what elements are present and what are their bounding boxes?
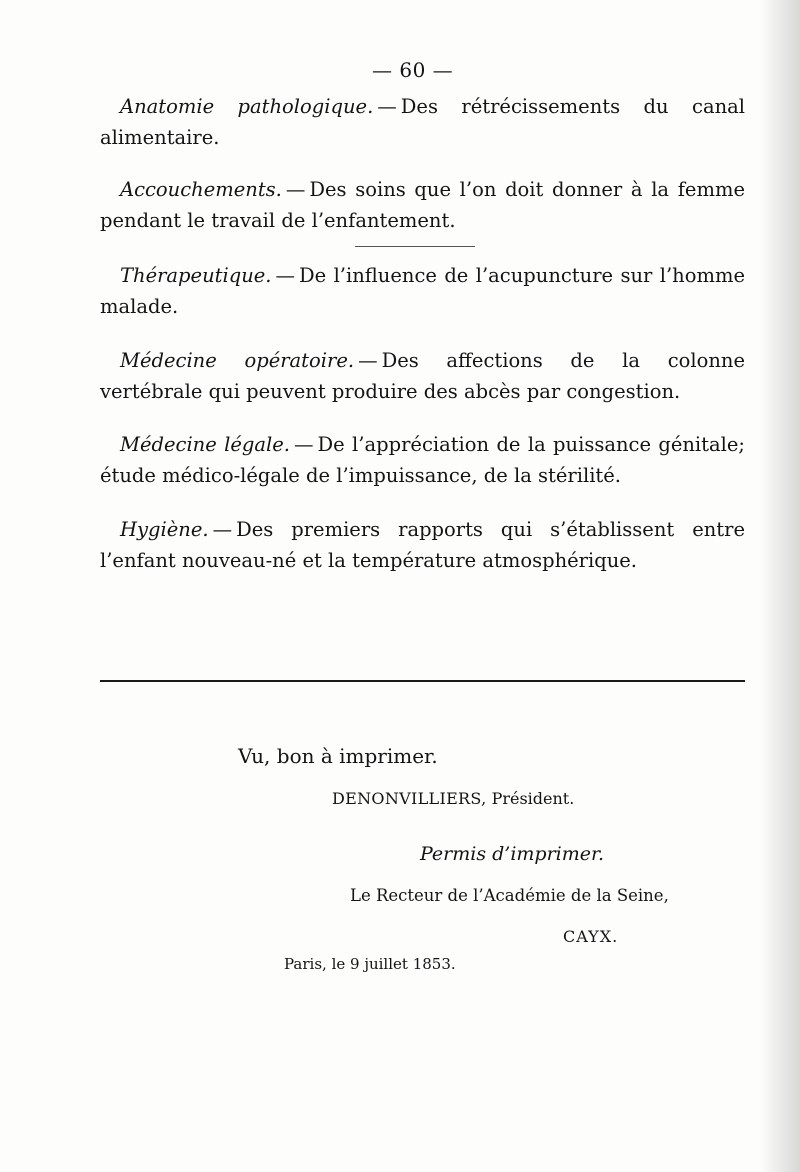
president-title: Président. xyxy=(491,789,575,808)
question-dash: — xyxy=(275,264,295,287)
question-dash: — xyxy=(377,95,397,118)
approval-recteur: Le Recteur de l’Académie de la Seine, xyxy=(350,886,669,905)
section-divider-rule xyxy=(100,680,745,682)
approval-date: Paris, le 9 juillet 1853. xyxy=(284,955,456,973)
question-text: De l’influence de l’acupuncture sur l’homme malade. xyxy=(100,264,745,318)
question-text: Des soins que l’on doit donner à la femme pendant le travail de l’enfantement. xyxy=(100,178,745,232)
question-rubric: Anatomie pathologique. xyxy=(120,95,374,118)
approval-vu: Vu, bon à imprimer. xyxy=(238,744,438,768)
recteur-name: CAYX. xyxy=(563,927,619,946)
question-rubric: Médecine opératoire. xyxy=(120,349,355,372)
question-rubric: Hygiène. xyxy=(120,518,209,541)
question-anatomie-pathologique xyxy=(100,91,745,153)
question-therapeutique xyxy=(100,260,745,322)
question-medecine-legale xyxy=(100,429,745,491)
question-accouchements xyxy=(100,174,745,236)
president-name: DENONVILLIERS, xyxy=(332,789,487,808)
small-divider-rule xyxy=(355,246,475,247)
approval-permis: Permis d’imprimer. xyxy=(420,843,605,865)
question-dash: — xyxy=(358,349,378,372)
page-edge-shadow xyxy=(760,0,800,1172)
question-rubric: Thérapeutique. xyxy=(120,264,272,287)
question-text: Des rétrécissements du canal alimentaire. xyxy=(100,95,745,149)
question-hygiene xyxy=(100,514,745,576)
question-medecine-operatoire xyxy=(100,345,745,407)
approval-president xyxy=(332,789,574,808)
question-dash: — xyxy=(285,178,306,201)
question-dash: — xyxy=(212,518,233,541)
question-dash: — xyxy=(294,433,314,456)
question-rubric: Médecine légale. xyxy=(120,433,291,456)
question-text: Des affections de la colonne vertébrale qui peuvent produire des abcès par congestion. xyxy=(100,349,745,403)
page-number: — 60 — xyxy=(372,58,454,82)
question-text: De l’appréciation de la puissance génitale; étude médico-légale de l’impuissance, de la stérilité. xyxy=(100,433,745,487)
question-text: Des premiers rapports qui s’établissent entre l’enfant nouveau-né et la température atmosphérique. xyxy=(100,518,745,572)
question-rubric: Accouchements. xyxy=(120,178,282,201)
